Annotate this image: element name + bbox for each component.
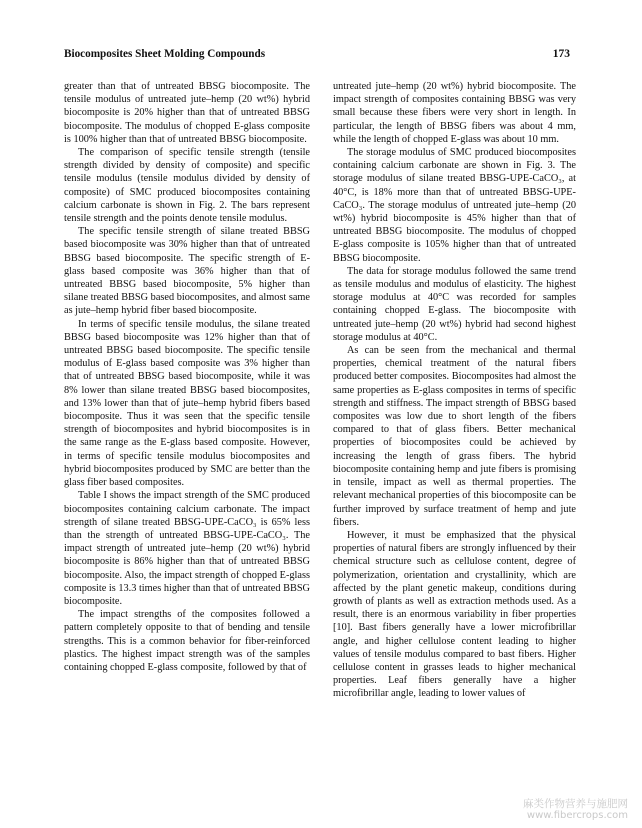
paragraph: greater than that of untreated BBSG biocomposite. The tensile modulus of untreated jute–hemp (20 wt%) hybrid biocomposite is 20% higher than that of untreated BBSG biocomposite. The modulus of chopped E-glass composite is 100% higher than that of untreated BBSG biocomposite. [64, 81, 310, 145]
page-number: 173 [552, 48, 570, 60]
paragraph: Table I shows the impact strength of the SMC produced biocomposites containing calcium carbonate. The impact strength of silane treated BBSG-UPE-CaCO₃ is 65% less than the strength of untreated BBSG-UPE-CaCO₃. The impact strength of untreated jute–hemp (20 wt%) hybrid biocomposite is 86% higher than that of untreated BBSG biocomposite. Also, the impact strength of chopped E-glass composite is 13.3 times higher than that of untreated BBSG biocomposite. [64, 490, 310, 607]
journal-title: Biocomposites Sheet Molding Compounds [64, 48, 266, 60]
watermark-url: www.fibercrops.com [526, 810, 628, 821]
left-column [64, 80, 310, 674]
paragraph: untreated jute–hemp (20 wt%) hybrid biocomposite. The impact strength of composites containing BBSG was very small because these fibers were very short in length. In particular, the length of BBSG fibers was about 4 mm, while the length of chopped E-glass was about 10 mm. [333, 81, 576, 145]
paragraph: The specific tensile strength of silane treated BBSG based biocomposite was 30% higher than that of untreated BBSG based biocomposite. The specific strength of E-glass based composite was 36% higher than that of untreated BBSG based biocomposite, 5% higher than silane treated BBSG based biocomposites, and almost same as jute–hemp hybrid fiber based biocomposite. [64, 226, 310, 317]
paragraph: The comparison of specific tensile strength (tensile strength divided by density of composite) and specific tensile modulus (tensile modulus divided by density of composite) of SMC produced biocomposites containing calcium carbonate is shown in Fig. 2. The bars represent tensile strength and the points denote tensile modulus. [64, 147, 310, 225]
paragraph: However, it must be emphasized that the physical properties of natural fibers are strongly influenced by their chemical structure such as cellulose content, degree of polymerization, orientation and crystallinity, which are affected by the plant genetic makeup, conditions during growth of plants as well as extraction methods used. As a result, there is an enormous variability in fiber properties [10]. Bast fibers generally have a lower microfibrillar angle, and higher cellulose content leading to higher values of tensile modulus compared to bast fibers. Higher cellulose content in grasses leads to higher mechanical properties. Leaf fibers generally have a higher microfibrillar angle, leading to lower values of [333, 529, 576, 700]
paragraph: The data for storage modulus followed the same trend as tensile modulus and modulus of elasticity. The highest storage modulus at 40°C was recorded for samples containing chopped E-glass. The biocomposite with untreated jute–hemp (20 wt%) hybrid had second highest storage modulus at 40°C. [333, 265, 576, 343]
paragraph: In terms of specific tensile modulus, the silane treated BBSG based biocomposite was 12% higher than that of untreated BBSG based biocomposite. The specific tensile modulus of E-glass based composite was 3% higher than that of untreated BBSG based biocomposite, while it was 8% lower than silane treated BBSG based biocomposites, and 13% lower than that of jute–hemp hybrid fibers based biocomposite. Thus it was seen that the specific tensile strength of biocomposites and hybrid biocomposites is in the same range as the E-glass based composite. However, in terms of specific tensile modulus biocomposites and hybrid biocomposites produced by SMC are better than the glass fiber based composites. [64, 318, 310, 489]
watermark [523, 798, 628, 822]
paragraph: The storage modulus of SMC produced biocomposites containing calcium carbonate are shown in Fig. 3. The storage modulus of silane treated BBSG-UPE-CaCO₃, at 40°C, is 18% more than that of untreated BBSG-UPE-CaCO₃. The storage modulus of untreated jute–hemp (20 wt%) hybrid biocomposite is 45% higher than that of untreated BBSG biocomposite. The modulus of chopped E-glass composite is 105% higher than that of untreated BBSG biocomposite. [333, 147, 576, 264]
paragraph: The impact strengths of the composites followed a pattern completely opposite to that of bending and tensile strengths. This is a common behavior for fiber-reinforced plastics. The highest impact strength was of the samples containing chopped E-glass composite, followed by that of [64, 609, 310, 673]
watermark-site-name: 麻类作物营养与施肥网 [523, 798, 628, 810]
running-header [64, 48, 570, 62]
paragraph: As can be seen from the mechanical and thermal properties, chemical treatment of the natural fibers produced better composites. Biocomposites had almost the same properties as E-glass composites in terms of specific strength and stiffness. The impact strength of BBSG based composites was low due to short length of the fibers compared to that of glass fibers. Better mechanical properties of biocomposites could be achieved by increasing the length of grass fibers. The hybrid biocomposite containing hemp and jute fibers is promising in tensile, impact as well as thermal properties. The relevant mechanical properties of this biocomposite can be further improved by surface treatment of hemp and jute fibers. [333, 345, 576, 528]
right-column [333, 80, 576, 701]
